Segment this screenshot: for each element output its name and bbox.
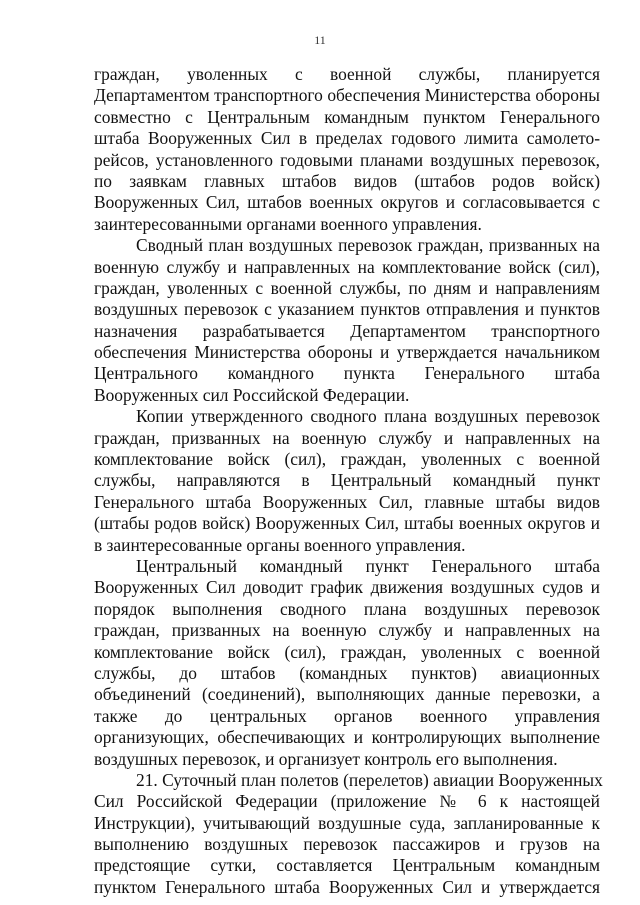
document-body — [94, 64, 603, 898]
text-line: граждан, уволенных с военной службы, планируется — [94, 64, 600, 84]
text-line: Генерального штаба Вооруженных Сил, главные штабы видов — [94, 491, 600, 512]
text-line: в заинтересованные органы военного управления. — [94, 534, 466, 555]
text-line: службы, направляются в Центральный командный пункт — [94, 470, 600, 491]
text-line: комплектование войск (сил), граждан, уволенных с военной — [94, 449, 600, 470]
text-line: воздушных перевозок, и организует контроль его выполнения. — [94, 748, 558, 769]
text-line: службы, до штабов (командных пунктов) авиационных — [94, 662, 600, 683]
text-line: организующих, обеспечивающих и контролирующих выполнение — [94, 727, 600, 748]
text-line: Сводный план воздушных перевозок граждан, призванных на — [136, 235, 600, 256]
paragraph — [94, 64, 600, 235]
text-line: граждан, призванных на военную службу и направленных на — [94, 427, 600, 448]
text-line: комплектование войск (сил), граждан, уволенных с военной — [94, 641, 600, 662]
text-line: граждан, призванных на военную службу и направленных на — [94, 620, 600, 641]
text-line: воздушных перевозок с указанием пунктов отправления и пунктов — [94, 299, 600, 320]
paragraph — [94, 406, 600, 556]
page-number: 11 — [314, 33, 326, 47]
text-line: Вооруженных Сил доводит график движения воздушных судов и — [94, 577, 600, 598]
text-line: выполнению воздушных перевозок пассажиров и грузов на — [94, 834, 600, 855]
text-line: Сил Российской Федерации (приложение № 6 к настоящей — [94, 791, 600, 812]
text-line: Департаментом транспортного обеспечения Министерства обороны — [94, 85, 600, 106]
text-line: совместно с Центральным командным пунктом Генерального — [94, 106, 600, 127]
text-line: порядок выполнения сводного плана воздушных перевозок — [94, 598, 600, 619]
text-line: заинтересованными органами военного управления. — [94, 213, 482, 234]
text-line: пунктом Генерального штаба Вооруженных Сил и утверждается — [94, 876, 600, 897]
text-line: Инструкции), учитывающий воздушные суда, запланированные к — [94, 812, 600, 833]
paragraph — [94, 769, 603, 898]
text-line: Центрального командного пункта Генерального штаба — [94, 363, 600, 384]
text-line: предстоящие сутки, составляется Центральным командным — [94, 855, 600, 876]
text-line: объединений (соединений), выполняющих данные перевозки, а — [94, 684, 600, 705]
text-line: назначения разрабатывается Департаментом транспортного — [94, 320, 600, 341]
text-line: военную службу и направленных на комплектование войск (сил), — [94, 256, 600, 277]
text-line: Вооруженных сил Российской Федерации. — [94, 384, 410, 405]
text-line: штаба Вооруженных Сил в пределах годового лимита самолето- — [94, 128, 600, 149]
paragraph — [94, 556, 600, 770]
text-line: также до центральных органов военного управления — [94, 705, 600, 726]
text-line: 21. Суточный план полетов (перелетов) авиации Вооруженных — [136, 769, 603, 790]
text-line: по заявкам главных штабов видов (штабов родов войск) — [94, 170, 600, 191]
text-line: (штабы родов войск) Вооруженных Сил, штабы военных округов и — [94, 513, 600, 534]
text-line: Вооруженных Сил, штабов военных округов и согласовывается с — [94, 192, 600, 213]
text-line: рейсов, установленного годовыми планами воздушных перевозок, — [94, 149, 600, 170]
text-line: граждан, уволенных с военной службы, по дням и направлениям — [94, 277, 600, 298]
text-line: Центральный командный пункт Генерального штаба — [136, 555, 600, 576]
paragraph — [94, 235, 600, 406]
text-line: обеспечения Министерства обороны и утверждается начальником — [94, 342, 600, 363]
text-line: Копии утвержденного сводного плана воздушных перевозок — [136, 406, 600, 427]
